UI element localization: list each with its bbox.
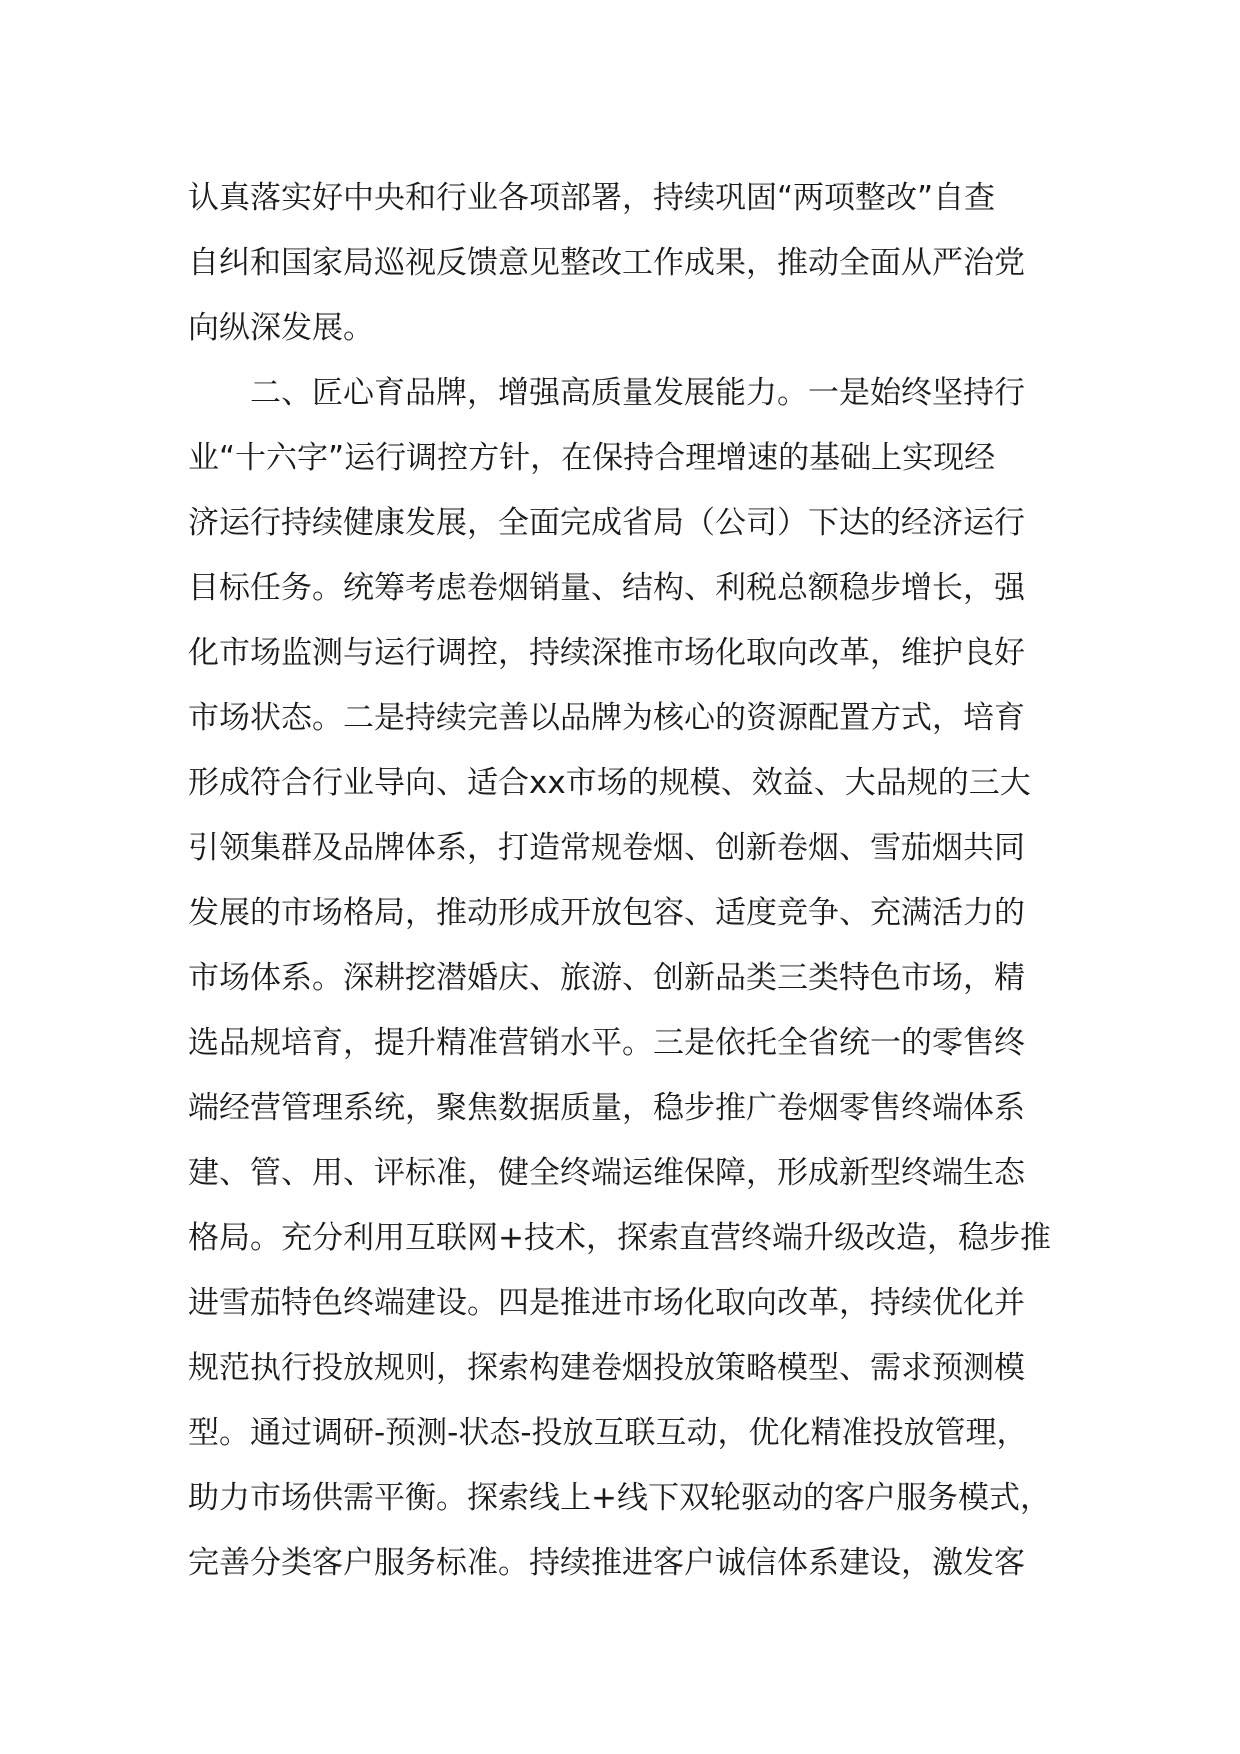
text-line: 济运行持续健康发展，全面完成省局（公司）下达的经济运行 [188,505,1025,541]
text-line: 格局。充分利用互联网+技术，探索直营终端升级改造，稳步推 [188,1220,1051,1256]
text-line: 建、管、用、评标准，健全终端运维保障，形成新型终端生态 [188,1155,1025,1191]
text-line: 进雪茄特色终端建设。四是推进市场化取向改革，持续优化并 [188,1285,1025,1321]
text-line: 市场体系。深耕挖潜婚庆、旅游、创新品类三类特色市场，精 [188,960,1025,996]
text-line: 形成符合行业导向、适合xx市场的规模、效益、大品规的三大 [188,765,1031,801]
paragraph-first-line: 二、匠心育品牌，增强高质量发展能力。一是始终坚持行 [250,375,1025,411]
text-line: 规范执行投放规则，探索构建卷烟投放策略模型、需求预测模 [188,1350,1025,1386]
text-line: 发展的市场格局，推动形成开放包容、适度竞争、充满活力的 [188,895,1025,931]
body-text [188,166,1068,1596]
text-line: 认真落实好中央和行业各项部署，持续巩固“两项整改”自查 [188,180,996,216]
text-line: 目标任务。统筹考虑卷烟销量、结构、利税总额稳步增长，强 [188,570,1025,606]
text-line: 完善分类客户服务标准。持续推进客户诚信体系建设，激发客 [188,1545,1025,1581]
text-line: 选品规培育，提升精准营销水平。三是依托全省统一的零售终 [188,1025,1025,1061]
text-line: 向纵深发展。 [188,310,374,346]
text-line: 自纠和国家局巡视反馈意见整改工作成果，推动全面从严治党 [188,245,1025,281]
text-line: 型。通过调研-预测-状态-投放互联互动，优化精准投放管理， [188,1415,1028,1451]
text-line: 端经营管理系统，聚焦数据质量，稳步推广卷烟零售终端体系 [188,1090,1025,1126]
text-line: 引领集群及品牌体系，打造常规卷烟、创新卷烟、雪茄烟共同 [188,830,1025,866]
text-line: 助力市场供需平衡。探索线上+线下双轮驱动的客户服务模式， [188,1480,1051,1516]
text-line: 业“十六字”运行调控方针，在保持合理增速的基础上实现经 [188,440,996,476]
text-line: 市场状态。二是持续完善以品牌为核心的资源配置方式，培育 [188,700,1025,736]
text-line: 化市场监测与运行调控，持续深推市场化取向改革，维护良好 [188,635,1025,671]
